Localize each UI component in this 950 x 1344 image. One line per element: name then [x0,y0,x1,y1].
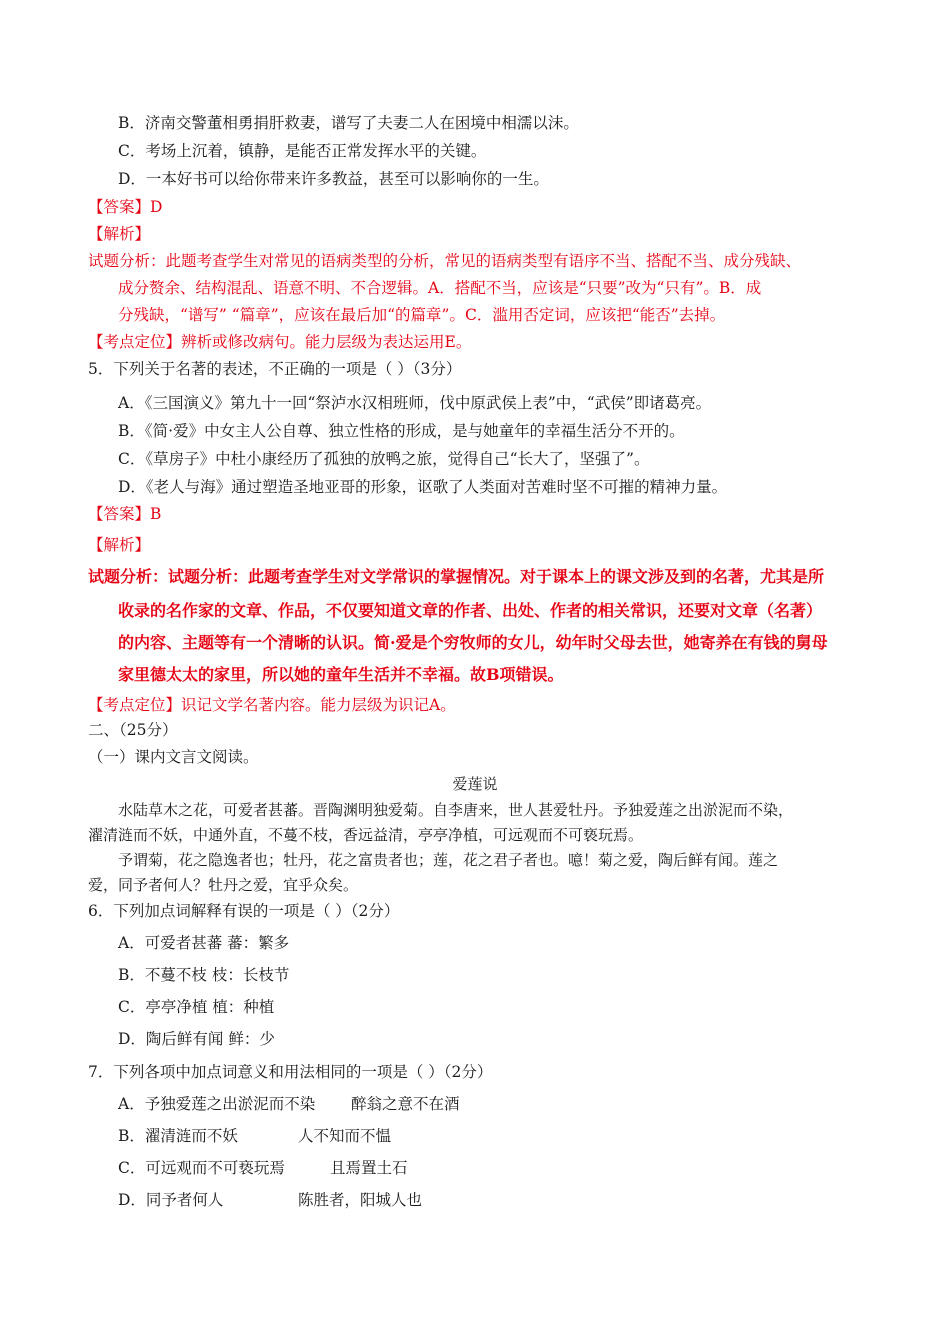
q5-analysis-heading: 【解析】 [88,536,151,554]
section-subheading: （一）课内文言文阅读。 [88,748,259,766]
q5-stem: 5．下列关于名著的表述，不正确的一项是（ ）（3分） [88,360,462,378]
section-heading: 二、（25分） [88,721,178,739]
q5-option-a: A．《三国演义》第九十一回“祭泸水汉相班师，伐中原武侯上表”中，“武侯”即诸葛亮。 [118,394,712,412]
q5-option-d: D．《老人与海》通过塑造圣地亚哥的形象，讴歌了人类面对苦难时坚不可摧的精神力量。 [118,478,728,496]
q4-option-c: C．考场上沉着，镇静，是能否正常发挥水平的关键。 [118,142,487,160]
q7-option-d-right: 陈胜者，阳城人也 [298,1191,423,1209]
q4-analysis-line-3: 分残缺，“谱写” “篇章”，应该在最后加“的篇章”。C．滥用否定词，应该把“能否”去掉。 [118,306,726,324]
q4-analysis-heading: 【解析】 [88,225,151,243]
q7-stem: 7．下列各项中加点词意义和用法相同的一项是（ ）（2分） [88,1063,493,1081]
q4-analysis-line-2: 成分赘余、结构混乱、语意不明、不合逻辑。A．搭配不当，应该是“只要”改为“只有”。B．成 [118,279,762,297]
passage-para2-line1: 予谓菊，花之隐逸者也；牡丹，花之富贵者也；莲，花之君子者也。噫！菊之爱，陶后鲜有闻。莲之 [118,851,779,869]
q7-option-a-left: A．予独爱莲之出淤泥而不染 [118,1095,316,1113]
q6-option-d: D．陶后鲜有闻 鲜：少 [118,1030,275,1048]
q7-option-c-right: 且焉置土石 [330,1159,408,1177]
q7-option-b-left: B．濯清涟而不妖 [118,1127,238,1145]
q5-option-c: C．《草房子》中杜小康经历了孤独的放鸭之旅，觉得自己“长大了，坚强了”。 [118,450,650,468]
q5-locate: 【考点定位】识记文学名著内容。能力层级为识记A。 [88,696,456,714]
q5-analysis-line-2: 收录的名作家的文章、作品，不仅要知道文章的作者、出处、作者的相关常识，还要对文章（名著） [118,601,823,620]
q5-analysis-line-3: 的内容、主题等有一个清晰的认识。简·爱是个穷牧师的女儿，幼年时父母去世，她寄养在有钱的舅母 [118,633,828,652]
q7-option-c-left: C．可远观而不可亵玩焉 [118,1159,285,1177]
q4-locate: 【考点定位】辨析或修改病句。能力层级为表达运用E。 [88,333,472,351]
q6-option-b: B．不蔓不枝 枝：长枝节 [118,966,290,984]
q6-stem: 6．下列加点词解释有误的一项是（ ）（2分） [88,902,400,920]
passage-para1-line1: 水陆草木之花，可爱者甚蕃。晋陶渊明独爱菊。自李唐来，世人甚爱牡丹。予独爱莲之出淤泥而不染， [118,801,794,819]
q6-option-a: A．可爱者甚蕃 蕃：繁多 [118,934,290,952]
q5-option-b: B．《简·爱》中女主人公自尊、独立性格的形成，是与她童年的幸福生活分不开的。 [118,422,685,440]
q5-answer: 【答案】B [88,505,162,523]
q4-option-d: D．一本好书可以给你带来许多教益，甚至可以影响你的一生。 [118,170,549,188]
q5-analysis-line-1: 试题分析：试题分析：此题考查学生对文学常识的掌握情况。对于课本上的课文涉及到的名著，尤其是所 [88,567,825,586]
passage-title: 爱莲说 [452,775,498,793]
q4-option-b: B．济南交警董相勇捐肝救妻，谱写了夫妻二人在困境中相濡以沫。 [118,114,579,132]
q4-analysis-line-1: 试题分析：此题考查学生对常见的语病类型的分析，常见的语病类型有语序不当、搭配不当、成分残缺、 [88,252,802,270]
q7-option-a-right: 醉翁之意不在酒 [351,1095,460,1113]
q6-option-c: C．亭亭净植 植：种植 [118,998,275,1016]
passage-para1-line2: 濯清涟而不妖，中通外直，不蔓不枝，香远益清，亭亭净植，可远观而不可亵玩焉。 [88,826,644,844]
q4-answer: 【答案】D [88,198,163,216]
q7-option-d-left: D．同予者何人 [118,1191,224,1209]
passage-para2-line2: 爱，同予者何人？牡丹之爱，宜乎众矣。 [88,876,359,894]
q5-analysis-line-4: 家里德太太的家里，所以她的童年生活并不幸福。故B项错误。 [118,665,564,684]
q7-option-b-right: 人不知而不愠 [298,1127,392,1145]
